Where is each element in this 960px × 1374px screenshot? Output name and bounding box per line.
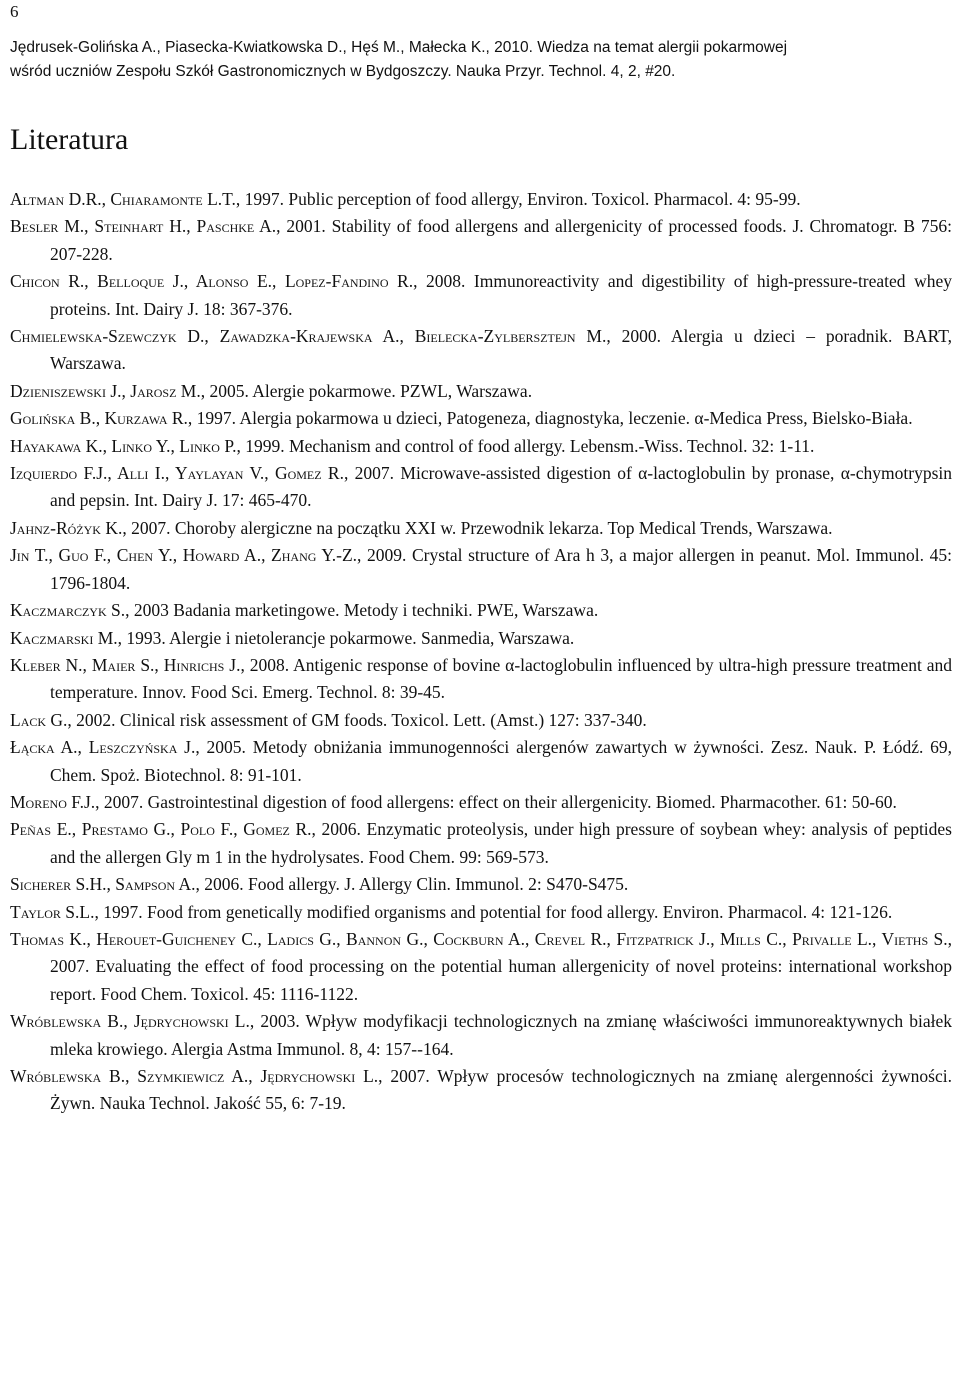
reference-item: [10, 433, 952, 460]
reference-item: [10, 734, 952, 789]
reference-authors: Taylor S.L., 1997.: [10, 901, 143, 922]
reference-text: Food allergy. J. Allergy Clin. Immunol. 2: S470-S475.: [243, 874, 629, 895]
reference-authors: Wróblewska B., Jędrychowski L., 2003.: [10, 1011, 300, 1032]
reference-text: Enzymatic proteolysis, under high pressure of soybean whey: analysis of peptides and the allergen Gly m 1 in the hydrolysates. Food Chem. 99: 569-573.: [50, 819, 952, 867]
reference-item: [10, 789, 952, 816]
reference-item: [10, 871, 952, 898]
reference-authors: Wróblewska B., Szymkiewicz A., Jędrychowski L., 2007.: [10, 1066, 430, 1086]
reference-item: [10, 213, 952, 268]
reference-authors: Sicherer S.H., Sampson A., 2006.: [10, 874, 244, 895]
reference-authors: Izquierdo F.J., Alli I., Yaylayan V., Gomez R., 2007.: [10, 463, 395, 484]
reference-item: [10, 816, 952, 871]
reference-authors: Kaczmarczyk S., 2003: [10, 600, 169, 621]
reference-authors: Thomas K., Herouet-Guicheney C., Ladics G., Bannon G., Cockburn A., Crevel R., Fitzpatrick J., Mills C., Privalle L., Vieths S., 2007.: [10, 928, 952, 977]
section-title: Literatura: [10, 123, 129, 156]
page-number: 6: [10, 2, 19, 21]
reference-text: Evaluating the effect of food processing on the potential human allergenicity of novel proteins: international workshop report. Food Chem. Toxicol. 45: 1116-1122.: [50, 956, 952, 1004]
running-header: [10, 36, 950, 84]
reference-authors: Chmielewska-Szewczyk D., Zawadzka-Krajewska A., Bielecka-Zylbersztejn M., 2000.: [10, 326, 661, 347]
reference-authors: Besler M., Steinhart H., Paschke A., 2001.: [10, 216, 326, 237]
reference-authors: Chicon R., Belloque J., Alonso E., Lopez-Fandino R., 2008.: [10, 271, 466, 292]
header-line-2: wśród uczniów Zespołu Szkół Gastronomicznych w Bydgoszczy. Nauka Przyr. Technol. 4, 2, #20.: [10, 63, 676, 80]
reference-text: Crystal structure of Ara h 3, a major allergen in peanut. Mol. Immunol. 45: 1796-1804.: [50, 545, 953, 593]
reference-text: Badania marketingowe. Metody i techniki. PWE, Warszawa.: [168, 600, 599, 621]
reference-authors: Altman D.R., Chiaramonte L.T., 1997.: [10, 189, 285, 209]
reference-item: [10, 405, 952, 432]
reference-text: Wpływ modyfikacji technologicznych na zmianę właściwości immunoreaktywnych białek mleka krowiego. Alergia Astma Immunol. 8, 4: 157--164.: [50, 1011, 952, 1059]
reference-item: [10, 1063, 952, 1118]
reference-item: [10, 378, 952, 405]
reference-text: Mechanism and control of food allergy. Lebensm.-Wiss. Technol. 32: 1-11.: [284, 435, 815, 456]
reference-text: Alergie pokarmowe. PZWL, Warszawa.: [248, 380, 533, 401]
reference-text: Clinical risk assessment of GM foods. Toxicol. Lett. (Amst.) 127: 337-340.: [115, 709, 647, 730]
reference-item: [10, 1008, 952, 1063]
reference-authors: Peñas E., Prestamo G., Polo F., Gomez R., 2006.: [10, 819, 361, 840]
reference-text: Stability of food allergens and allergenicity of processed foods. J. Chromatogr. B 756: 207-228.: [50, 216, 953, 264]
reference-item: [10, 652, 952, 707]
reference-item: [10, 460, 952, 515]
reference-list: [10, 186, 952, 1118]
reference-text: Microwave-assisted digestion of α-lactoglobulin by pronase, α-chymotrypsin and pepsin. Int. Dairy J. 17: 465-470.: [50, 463, 953, 511]
reference-text: Alergie i nietolerancje pokarmowe. Sanmedia, Warszawa.: [165, 627, 575, 648]
reference-item: [10, 899, 952, 926]
header-line-1: Jędrusek-Golińska A., Piasecka-Kwiatkowska D., Hęś M., Małecka K., 2010. Wiedza na temat alergii pokarmowej: [10, 39, 788, 56]
reference-text: Gastrointestinal digestion of food allergens: effect on their allergenicity. Biomed. Pharmacother. 61: 50-60.: [143, 791, 897, 812]
reference-item: [10, 542, 952, 597]
reference-authors: Hayakawa K., Linko Y., Linko P., 1999.: [10, 435, 285, 456]
reference-authors: Golińska B., Kurzawa R., 1997.: [10, 408, 237, 429]
reference-item: [10, 268, 952, 323]
reference-item: [10, 186, 952, 213]
reference-text: Metody obniżania immunogenności alergenów zawartych w żywności. Zesz. Nauk. P. Łódź. 69, Chem. Spoż. Biotechnol. 8: 91-101.: [50, 737, 952, 785]
reference-authors: Dzieniszewski J., Jarosz M., 2005.: [10, 380, 249, 401]
reference-authors: Moreno F.J., 2007.: [10, 791, 144, 812]
reference-authors: Kaczmarski M., 1993.: [10, 627, 166, 648]
reference-text: Public perception of food allergy, Environ. Toxicol. Pharmacol. 4: 95-99.: [284, 189, 801, 209]
reference-text: Immunoreactivity and digestibility of high-pressure-treated whey proteins. Int. Dairy J. 18: 367-376.: [50, 271, 952, 319]
reference-item: [10, 707, 952, 734]
reference-authors: Łącka A., Leszczyńska J., 2005.: [10, 737, 246, 758]
reference-text: Alergia u dzieci – poradnik. BART, Warszawa.: [50, 326, 953, 374]
reference-item: [10, 926, 952, 1008]
reference-authors: Kleber N., Maier S., Hinrichs J., 2008.: [10, 654, 290, 675]
reference-item: [10, 515, 952, 542]
reference-item: [10, 625, 952, 652]
reference-item: [10, 597, 952, 624]
reference-text: Antigenic response of bovine α-lactoglobulin influenced by ultra-high pressure treatment and temperature. Innov. Food Sci. Emerg. Technol. 8: 39-45.: [50, 654, 952, 703]
reference-text: Food from genetically modified organisms and potential for food allergy. Environ. Pharmacol. 4: 121-126.: [142, 901, 893, 922]
reference-item: [10, 323, 952, 378]
reference-authors: Jin T., Guo F., Chen Y., Howard A., Zhang Y.-Z., 2009.: [10, 545, 407, 566]
reference-authors: Jahnz-Różyk K., 2007.: [10, 517, 171, 538]
reference-text: Alergia pokarmowa u dzieci, Patogeneza, diagnostyka, leczenie. α-Medica Press, Bielsko-Biała.: [236, 408, 913, 429]
reference-text: Choroby alergiczne na początku XXI w. Przewodnik lekarza. Top Medical Trends, Warszawa.: [170, 517, 833, 538]
reference-text: Wpływ procesów technologicznych na zmianę alergenności żywności. Żywn. Nauka Technol. Jakość 55, 6: 7-19.: [50, 1066, 952, 1114]
reference-authors: Lack G., 2002.: [10, 709, 116, 730]
